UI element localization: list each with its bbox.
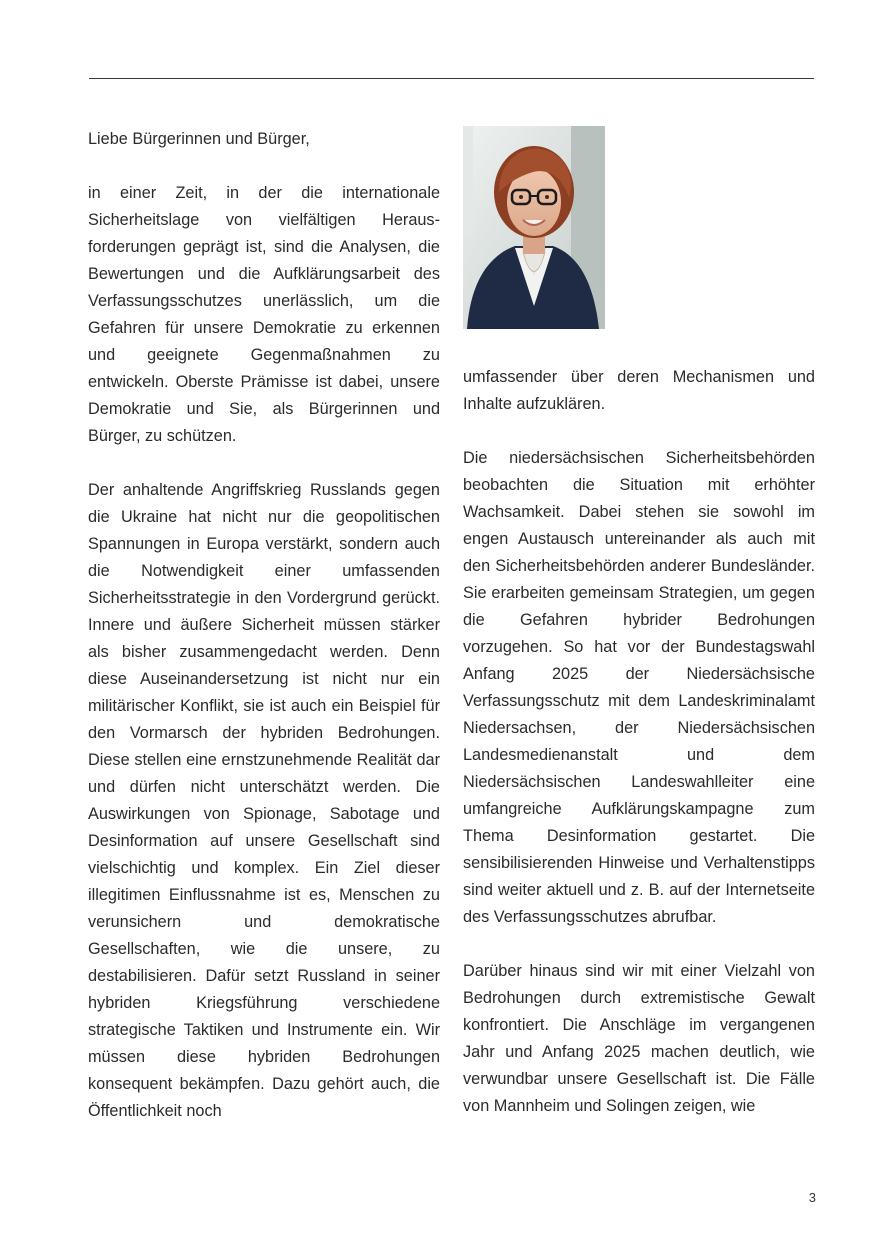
header-rule	[89, 78, 814, 79]
portrait-photo	[463, 126, 605, 329]
greeting: Liebe Bürgerinnen und Bürger,	[88, 130, 310, 148]
paragraph: in einer Zeit, in der die internationale Sicherheitslage von vielfältigen Herausforderungen geprägt ist, sind die Analysen, die Bewertungen und die Aufklärungsarbeit des Verfassungsschutzes unerlässlich, um die Gefahren für unsere Demokratie zu erkennen und geeignete Gegenmaßnahmen zu entwickeln. Oberste Prämisse ist dabei, unsere Demokratie und Sie, als Bürgerinnen und Bürger, zu schützen.	[88, 184, 440, 445]
left-column	[88, 126, 440, 1125]
right-column	[463, 126, 815, 1120]
paragraph: Die niedersächsischen Sicherheitsbehörden beobachten die Situation mit erhöhter Wachsamkeit. Dabei stehen sie sowohl im engen Austausch untereinander als auch mit den Sicherheitsbehörden anderer Bundesländer. Sie erarbeiten gemeinsam Strategien, um gegen die Gefahren hybrider Bedrohungen vorzugehen. So hat vor der Bundestagswahl Anfang 2025 der Niedersächsische Verfassungsschutz mit dem Landeskriminalamt Niedersachsen, der Niedersächsischen Landesmedienanstalt und dem Niedersächsischen Landeswahlleiter eine umfangreiche Aufklärungskampagne zum Thema Desinformation gestartet. Die sensibilisierenden Hinweise und Verhaltenstipps sind weiter aktuell und z. B. auf der Internetseite des Verfassungsschutzes abrufbar.	[463, 449, 815, 926]
paragraph: Darüber hinaus sind wir mit einer Vielzahl von Bedrohungen durch extremistische Gewalt konfrontiert. Die Anschläge im vergangenen Jahr und Anfang 2025 machen deutlich, wie verwundbar unsere Gesellschaft ist. Die Fälle von Mannheim und Solingen zeigen, wie	[463, 962, 815, 1115]
paragraph: umfassender über deren Mechanismen und Inhalte aufzuklären.	[463, 368, 815, 413]
page-number: 3	[808, 1190, 816, 1205]
paragraph: Der anhaltende Angriffskrieg Russlands gegen die Ukraine hat nicht nur die geopolitischen Spannungen in Europa verstärkt, sondern auch die Notwendigkeit einer umfassenden Sicherheitsstrategie in den Vordergrund gerückt. Innere und äußere Sicherheit müssen stärker als bisher zusammengedacht werden. Denn diese Auseinandersetzung ist nicht nur ein militärischer Konflikt, sie ist auch ein Beispiel für den Vormarsch der hybriden Bedrohungen. Diese stellen eine ernstzunehmende Realität dar und dürfen nicht unterschätzt werden. Die Auswirkungen von Spionage, Sabotage und Desinformation auf unsere Gesellschaft sind vielschichtig und komplex. Ein Ziel dieser illegitimen Einflussnahme ist es, Menschen zu verunsichern und demokratische Gesellschaften, wie die unsere, zu destabilisieren. Dafür setzt Russland in seiner hybriden Kriegsführung verschiedene strategische Taktiken und Instrumente ein. Wir müssen diese hybriden Bedrohungen konsequent bekämpfen. Dazu gehört auch, die Öffentlichkeit noch	[88, 481, 440, 1120]
